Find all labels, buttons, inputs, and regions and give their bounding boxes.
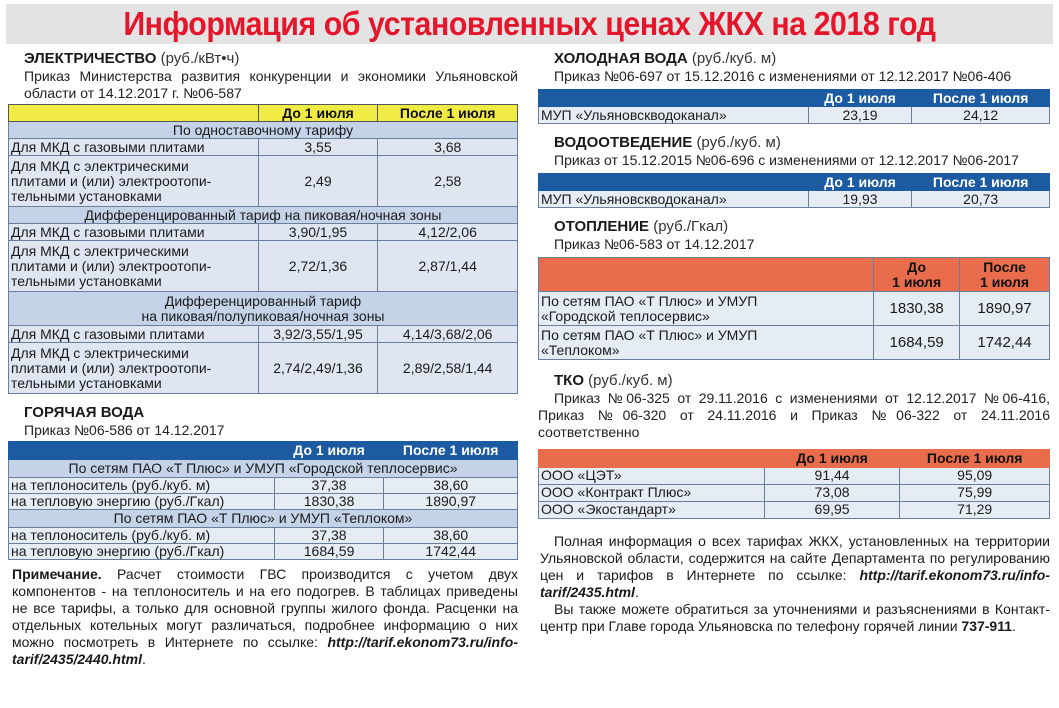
hot-water-value: 38,60 — [384, 478, 518, 494]
electricity-value: 2,74/2,49/1,36 — [258, 343, 378, 394]
hot-water-group-title: По сетям ПАО «Т Плюс» и УМУП «Теплоком» — [9, 510, 518, 528]
sewage-table — [538, 173, 1050, 208]
heating-row-line: По сетям ПАО «Т Плюс» и УМУП — [541, 326, 758, 343]
sewage-header-empty — [539, 174, 809, 191]
hot-water-order: Приказ №06-586 от 14.12.2017 — [24, 422, 225, 438]
heating-title: ОТОПЛЕНИЕ — [554, 218, 650, 235]
sewage-value: 20,73 — [912, 191, 1050, 208]
electricity-table — [8, 104, 518, 394]
tko-row-label: ООО «Экостандарт» — [539, 501, 765, 518]
info-link[interactable]: http://tarif.ekonom73.ru/info-tarif/2435.html — [540, 566, 1051, 600]
electricity-value: 2,49 — [258, 156, 378, 207]
heating-row-line: По сетям ПАО «Т Плюс» и УМУП — [541, 292, 758, 309]
sewage-heading — [554, 134, 1050, 152]
tko-unit: (руб./куб. м) — [588, 372, 673, 389]
tko-col-before: До 1 июля — [764, 450, 900, 467]
electricity-row-label — [9, 343, 259, 394]
contact-paragraph — [538, 601, 1050, 635]
tko-value: 69,95 — [764, 501, 900, 518]
electricity-row-label — [9, 156, 259, 207]
hot-water-header-empty — [9, 442, 275, 460]
tko-order: Приказ №06-325 от 29.11.2016 с изменениями от 12.12.2017 №06-416, Приказ №06-320 от 24.11.2016 и Приказ №06-322 от 24.11.2016 соответственно — [538, 390, 1050, 440]
cold-water-unit: (руб./куб. м) — [691, 50, 777, 67]
hot-water-row-label: на тепловую энергию (руб./Гкал) — [9, 544, 275, 560]
heating-col-before-line: До — [907, 258, 926, 275]
heating-row-line: «Теплоком» — [541, 341, 620, 358]
electricity-value: 2,89/2,58/1,44 — [378, 343, 518, 394]
note-link[interactable]: http://tarif.ekonom73.ru/info-tarif/2435/2440.html — [12, 634, 518, 667]
info-paragraph — [538, 533, 1050, 601]
electricity-row-line: тельными установками — [11, 187, 162, 204]
cold-water-header-empty — [539, 90, 809, 107]
heating-table — [538, 257, 1050, 360]
tko-header-empty — [539, 450, 765, 467]
electricity-row-line: плитами и (или) электроотопи- — [11, 359, 212, 376]
electricity-subheader — [9, 292, 518, 326]
hot-water-value: 1830,38 — [274, 494, 384, 510]
heating-value: 1742,44 — [960, 326, 1050, 360]
electricity-row-line: Для МКД с электрическими — [11, 157, 189, 174]
hot-water-row-label: на теплоноситель (руб./куб. м) — [9, 478, 275, 494]
heating-order: Приказ №06-583 от 14.12.2017 — [554, 236, 755, 252]
heating-row-line: «Городской теплосервис» — [541, 307, 710, 324]
heating-unit: (руб./Гкал) — [653, 218, 729, 235]
electricity-subheader: Дифференцированный тариф на пиковая/ночная зоны — [9, 207, 518, 224]
heating-value: 1890,97 — [960, 292, 1050, 326]
note-text: Расчет стоимости ГВС производится с учетом двух компонентов - на теплоноситель и на его подогрев. В таблицах приведены не все тарифы, а только для основной группы жилого фонда. Расценки на отдельных котельных могут различаться, подробнее информацию о них можно посмотреть в Интернете по ссылке: — [12, 566, 518, 650]
heating-col-before — [874, 258, 960, 292]
tko-table — [538, 449, 1050, 519]
electricity-col-before: До 1 июля — [258, 105, 378, 122]
heating-header-empty — [539, 258, 874, 292]
electricity-row-line: Для МКД с электрическими — [11, 344, 189, 361]
electricity-value: 3,55 — [258, 139, 378, 156]
sewage-unit: (руб./куб. м) — [696, 134, 781, 151]
note-end: . — [141, 651, 146, 667]
hot-water-row-label: на тепловую энергию (руб./Гкал) — [9, 494, 275, 510]
heating-row-label — [539, 292, 874, 326]
hot-water-value: 37,38 — [274, 528, 384, 544]
electricity-header-empty — [9, 105, 259, 122]
sewage-value: 19,93 — [808, 191, 912, 208]
tko-row-label: ООО «Контракт Плюс» — [539, 484, 765, 501]
electricity-order: Приказ Министерства развития конкуренции и экономики Ульяновской области от 14.12.2017 г. №06-587 — [24, 68, 518, 101]
electricity-col-after: После 1 июля — [378, 105, 518, 122]
electricity-row-label: Для МКД с газовыми плитами — [9, 139, 259, 156]
note-label: Примечание. — [12, 566, 102, 582]
electricity-value: 3,92/3,55/1,95 — [258, 326, 378, 343]
electricity-row-line: Для МКД с электрическими — [11, 242, 189, 259]
sewage-col-after: После 1 июля — [912, 174, 1050, 191]
page-title: Информация об установленных ценах ЖКХ на 2018 год — [123, 5, 936, 42]
contact-end: . — [1012, 617, 1016, 634]
title-bar — [6, 4, 1053, 44]
hot-water-group-title: По сетям ПАО «Т Плюс» и УМУП «Городской теплосервис» — [9, 460, 518, 478]
electricity-title: ЭЛЕКТРИЧЕСТВО — [24, 50, 157, 67]
heating-col-after-line: 1 июля — [980, 273, 1030, 290]
cold-water-value: 23,19 — [808, 107, 912, 124]
electricity-subheader-line: на пиковая/полупиковая/ночная зоны — [141, 307, 385, 324]
tko-title: ТКО — [554, 372, 584, 389]
cold-water-col-before: До 1 июля — [808, 90, 912, 107]
electricity-row-label: Для МКД с газовыми плитами — [9, 326, 259, 343]
electricity-value: 3,68 — [378, 139, 518, 156]
tko-row-label: ООО «ЦЭТ» — [539, 467, 765, 484]
tko-value: 95,09 — [900, 467, 1050, 484]
electricity-row-line: тельными установками — [11, 374, 162, 391]
hot-water-value: 1890,97 — [384, 494, 518, 510]
cold-water-col-after: После 1 июля — [912, 90, 1050, 107]
electricity-heading — [24, 50, 518, 68]
sewage-title: ВОДООТВЕДЕНИЕ — [554, 134, 693, 151]
hot-water-heading: ГОРЯЧАЯ ВОДА — [24, 404, 145, 421]
electricity-value: 2,72/1,36 — [258, 241, 378, 292]
tko-value: 91,44 — [764, 467, 900, 484]
hot-water-value: 37,38 — [274, 478, 384, 494]
tko-value: 71,29 — [900, 501, 1050, 518]
hot-water-col-after: После 1 июля — [384, 442, 518, 460]
right-column — [538, 50, 1050, 635]
heating-col-after-line: После — [983, 258, 1026, 275]
electricity-row-line: плитами и (или) электроотопи- — [11, 172, 212, 189]
cold-water-table — [538, 89, 1050, 124]
tko-heading — [554, 372, 1050, 390]
cold-water-title: ХОЛОДНАЯ ВОДА — [554, 50, 688, 67]
electricity-value: 2,87/1,44 — [378, 241, 518, 292]
electricity-row-line: тельными установками — [11, 272, 162, 289]
cold-water-order: Приказ №06-697 от 15.12.2016 с изменениями от 12.12.2017 №06-406 — [554, 68, 1012, 84]
heating-value: 1830,38 — [874, 292, 960, 326]
note-paragraph — [8, 566, 518, 668]
left-column — [8, 50, 518, 668]
heating-value: 1684,59 — [874, 326, 960, 360]
electricity-unit: (руб./кВт•ч) — [160, 50, 240, 67]
cold-water-row-label: МУП «Ульяновскводоканал» — [539, 107, 809, 124]
electricity-row-label — [9, 241, 259, 292]
hotline-phone: 737-911 — [961, 617, 1013, 634]
cold-water-value: 24,12 — [912, 107, 1050, 124]
hot-water-table — [8, 441, 518, 560]
sewage-row-label: МУП «Ульяновскводоканал» — [539, 191, 809, 208]
hot-water-value: 1684,59 — [274, 544, 384, 560]
hot-water-value: 1742,44 — [384, 544, 518, 560]
tko-value: 75,99 — [900, 484, 1050, 501]
electricity-value: 3,90/1,95 — [258, 224, 378, 241]
tko-value: 73,08 — [764, 484, 900, 501]
heating-row-label — [539, 326, 874, 360]
contact-text: Вы также можете обратиться за уточнениями и разъяснениями в Контакт-центр при Главе города Ульяновска по телефону горячей линии — [540, 600, 1050, 634]
electricity-value: 4,12/2,06 — [378, 224, 518, 241]
heating-heading — [554, 218, 1050, 236]
tko-col-after: После 1 июля — [900, 450, 1050, 467]
info-text: Полная информация о всех тарифах ЖКХ, установленных на территории Ульяновской области, содержится на сайте Департамента по регулированию цен и тарифов в Интернете по ссылке: — [540, 532, 1050, 583]
hot-water-col-before: До 1 июля — [274, 442, 384, 460]
electricity-row-label: Для МКД с газовыми плитами — [9, 224, 259, 241]
hot-water-row-label: на теплоноситель (руб./куб. м) — [9, 528, 275, 544]
electricity-value: 2,58 — [378, 156, 518, 207]
info-end: . — [634, 583, 639, 600]
cold-water-heading — [554, 50, 1050, 68]
electricity-value: 4,14/3,68/2,06 — [378, 326, 518, 343]
sewage-order: Приказ от 15.12.2015 №06-696 с изменениями от 12.12.2017 №06-2017 — [554, 152, 1019, 168]
hot-water-value: 38,60 — [384, 528, 518, 544]
electricity-subheader: По одноставочному тарифу — [9, 122, 518, 139]
electricity-subheader-line: Дифференцированный тариф — [164, 292, 362, 309]
electricity-row-line: плитами и (или) электроотопи- — [11, 257, 212, 274]
heating-col-after — [960, 258, 1050, 292]
sewage-col-before: До 1 июля — [808, 174, 912, 191]
heating-col-before-line: 1 июля — [892, 273, 942, 290]
